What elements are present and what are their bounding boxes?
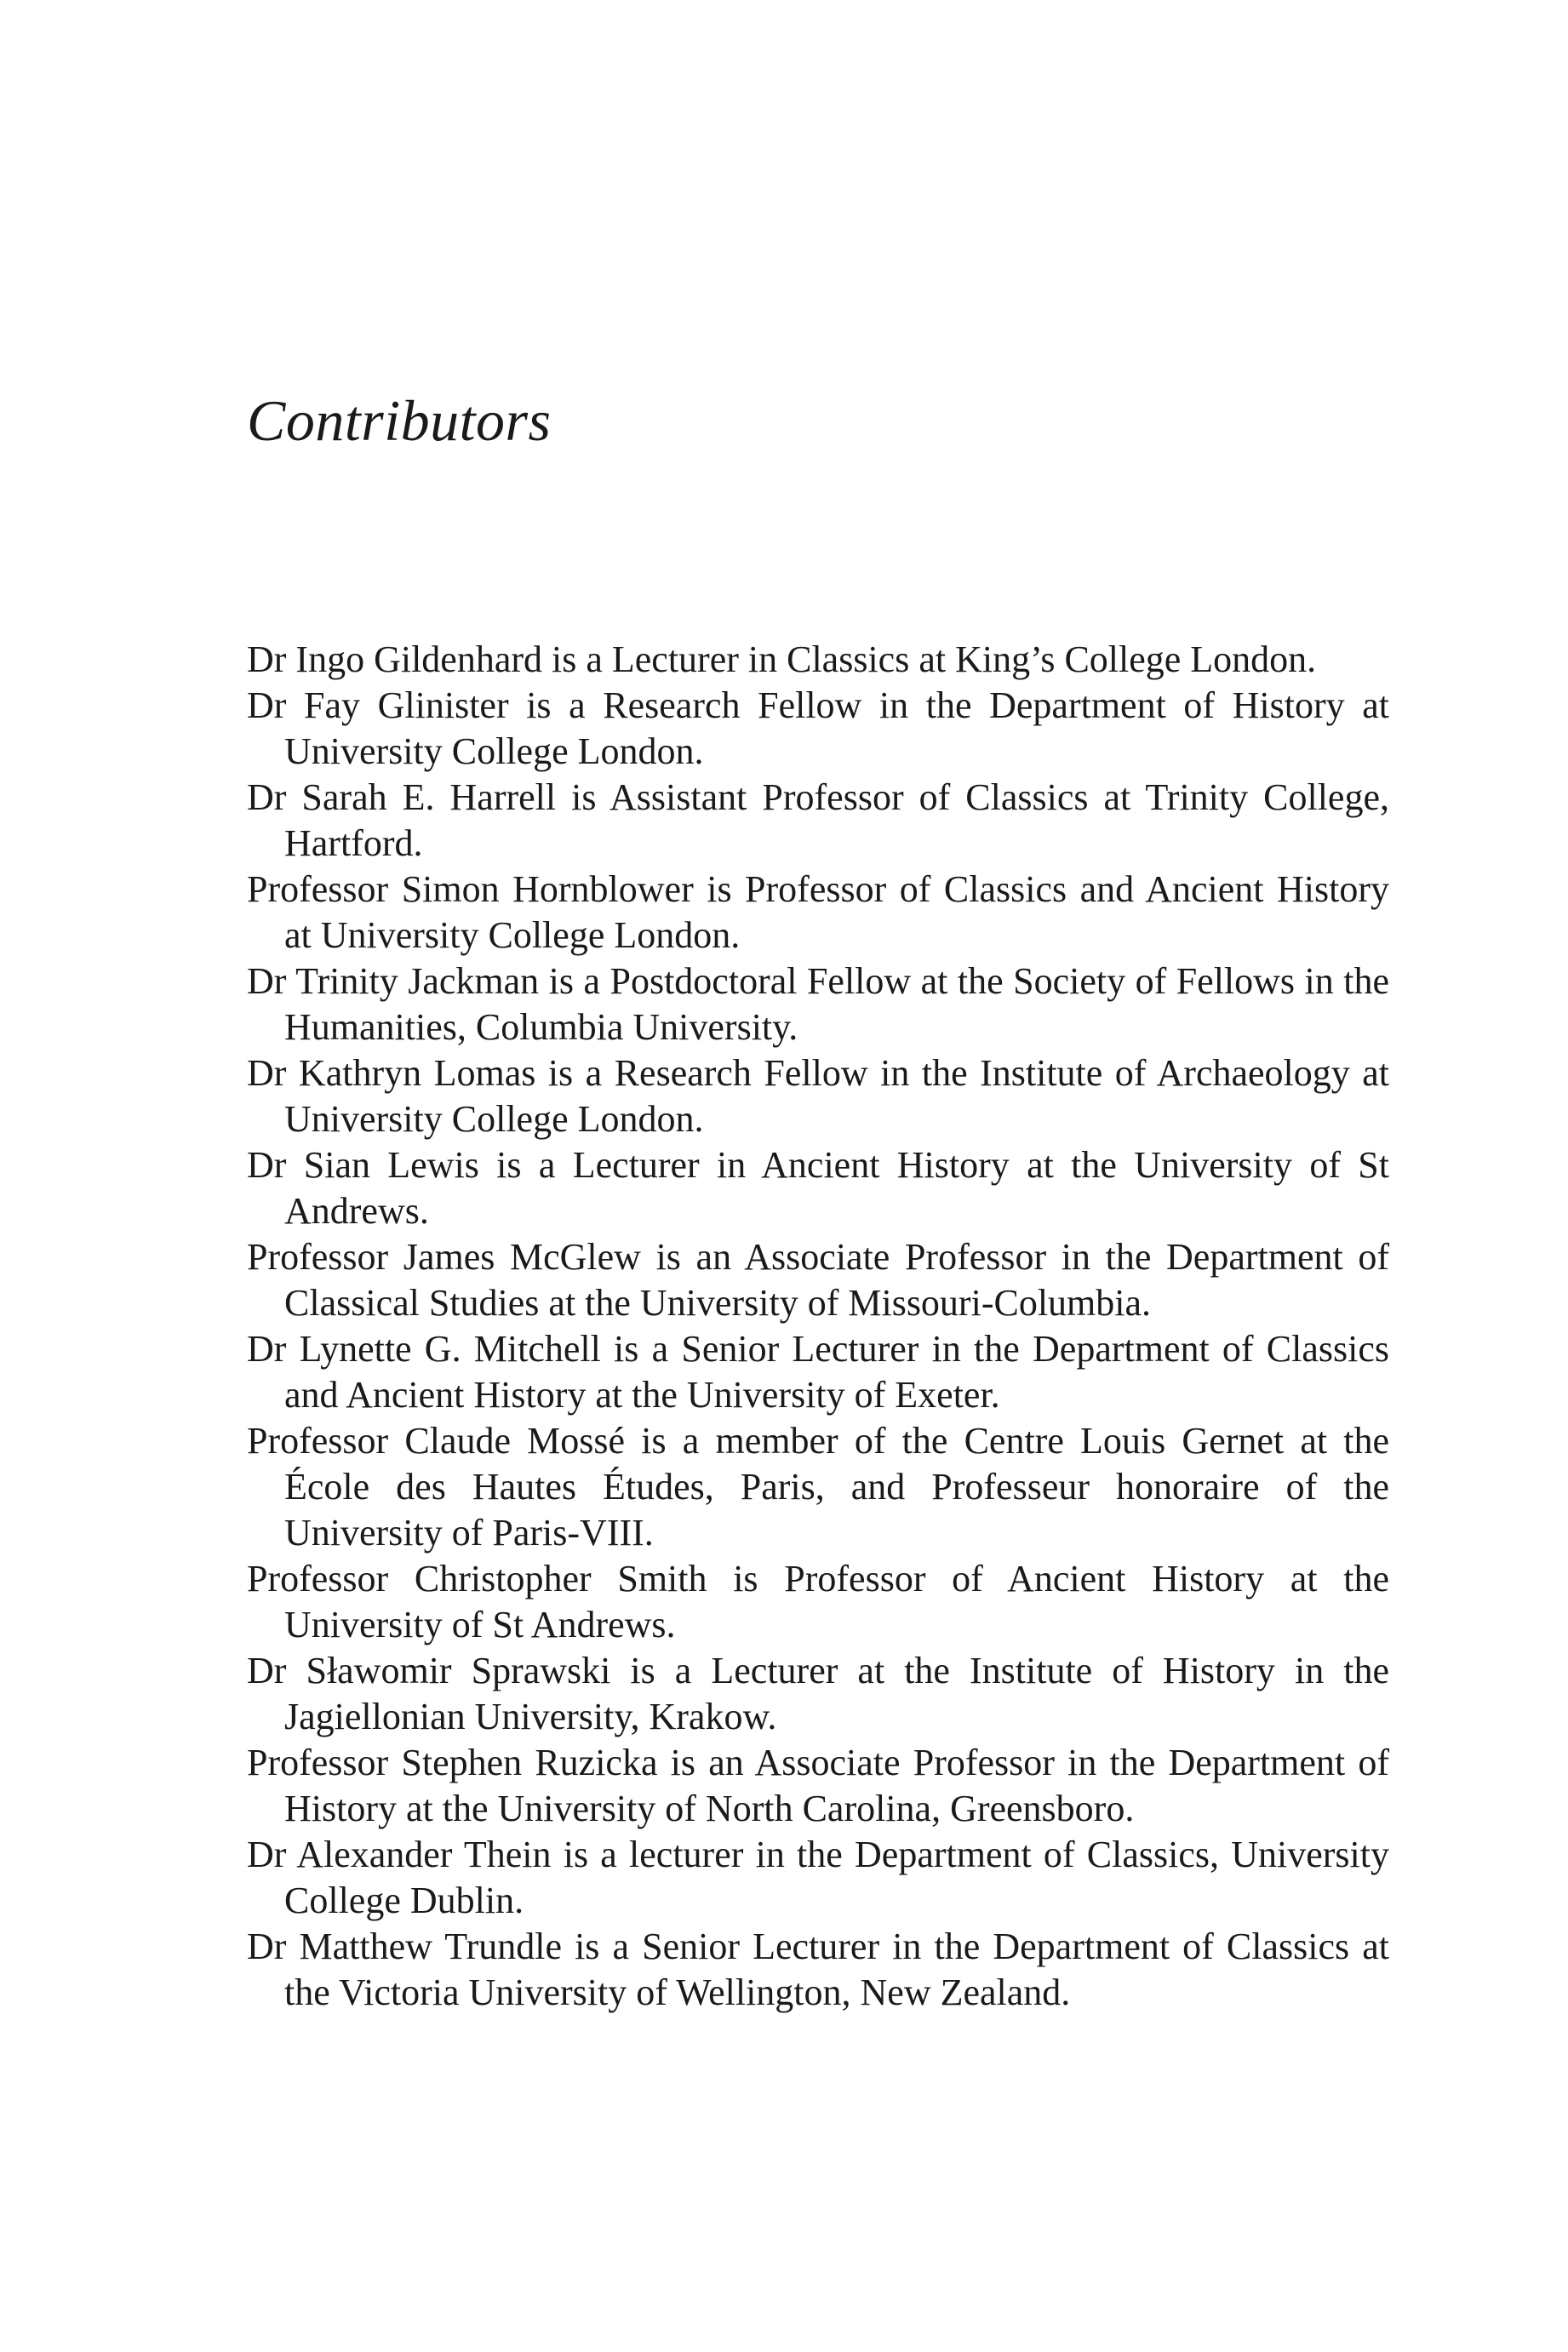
contributor-entry: Professor James McGlew is an Associate Professor in the Department of Classical Studies at the University of Missouri-Columbia.	[247, 1236, 1389, 1324]
contributor-entry: Dr Kathryn Lomas is a Research Fellow in the Institute of Archaeology at University College London.	[247, 1052, 1389, 1140]
contributors-list	[247, 637, 1389, 2016]
contributor-entry: Dr Ingo Gildenhard is a Lecturer in Classics at King’s College London.	[247, 638, 1317, 680]
contributor-entry: Professor Stephen Ruzicka is an Associate Professor in the Department of History at the University of North Carolina, Greensboro.	[247, 1742, 1389, 1829]
contributor-entry: Dr Trinity Jackman is a Postdoctoral Fellow at the Society of Fellows in the Humanities, Columbia University.	[247, 960, 1389, 1048]
contributor-entry: Dr Lynette G. Mitchell is a Senior Lecturer in the Department of Classics and Ancient History at the University of Exeter.	[247, 1328, 1389, 1416]
contributor-entry: Dr Sławomir Sprawski is a Lecturer at the Institute of History in the Jagiellonian University, Krakow.	[247, 1650, 1389, 1737]
page-title: Contributors	[247, 388, 552, 453]
contributor-entry: Professor Simon Hornblower is Professor of Classics and Ancient History at University College London.	[247, 868, 1389, 956]
contributor-entry: Dr Sarah E. Harrell is Assistant Professor of Classics at Trinity College, Hartford.	[247, 776, 1389, 864]
contributor-entry: Professor Claude Mossé is a member of the Centre Louis Gernet at the École des Hautes Études, Paris, and Professeur honoraire of the University of Paris-VIII.	[247, 1420, 1389, 1554]
contributor-entry: Dr Fay Glinister is a Research Fellow in the Department of History at University College London.	[247, 684, 1389, 772]
contributor-entry: Professor Christopher Smith is Professor of Ancient History at the University of St Andrews.	[247, 1558, 1389, 1645]
contributor-entry: Dr Matthew Trundle is a Senior Lecturer in the Department of Classics at the Victoria University of Wellington, New Zealand.	[247, 1926, 1389, 2013]
contributor-entry: Dr Sian Lewis is a Lecturer in Ancient History at the University of St Andrews.	[247, 1144, 1389, 1232]
contributor-entry: Dr Alexander Thein is a lecturer in the Department of Classics, University College Dublin.	[247, 1834, 1389, 1921]
